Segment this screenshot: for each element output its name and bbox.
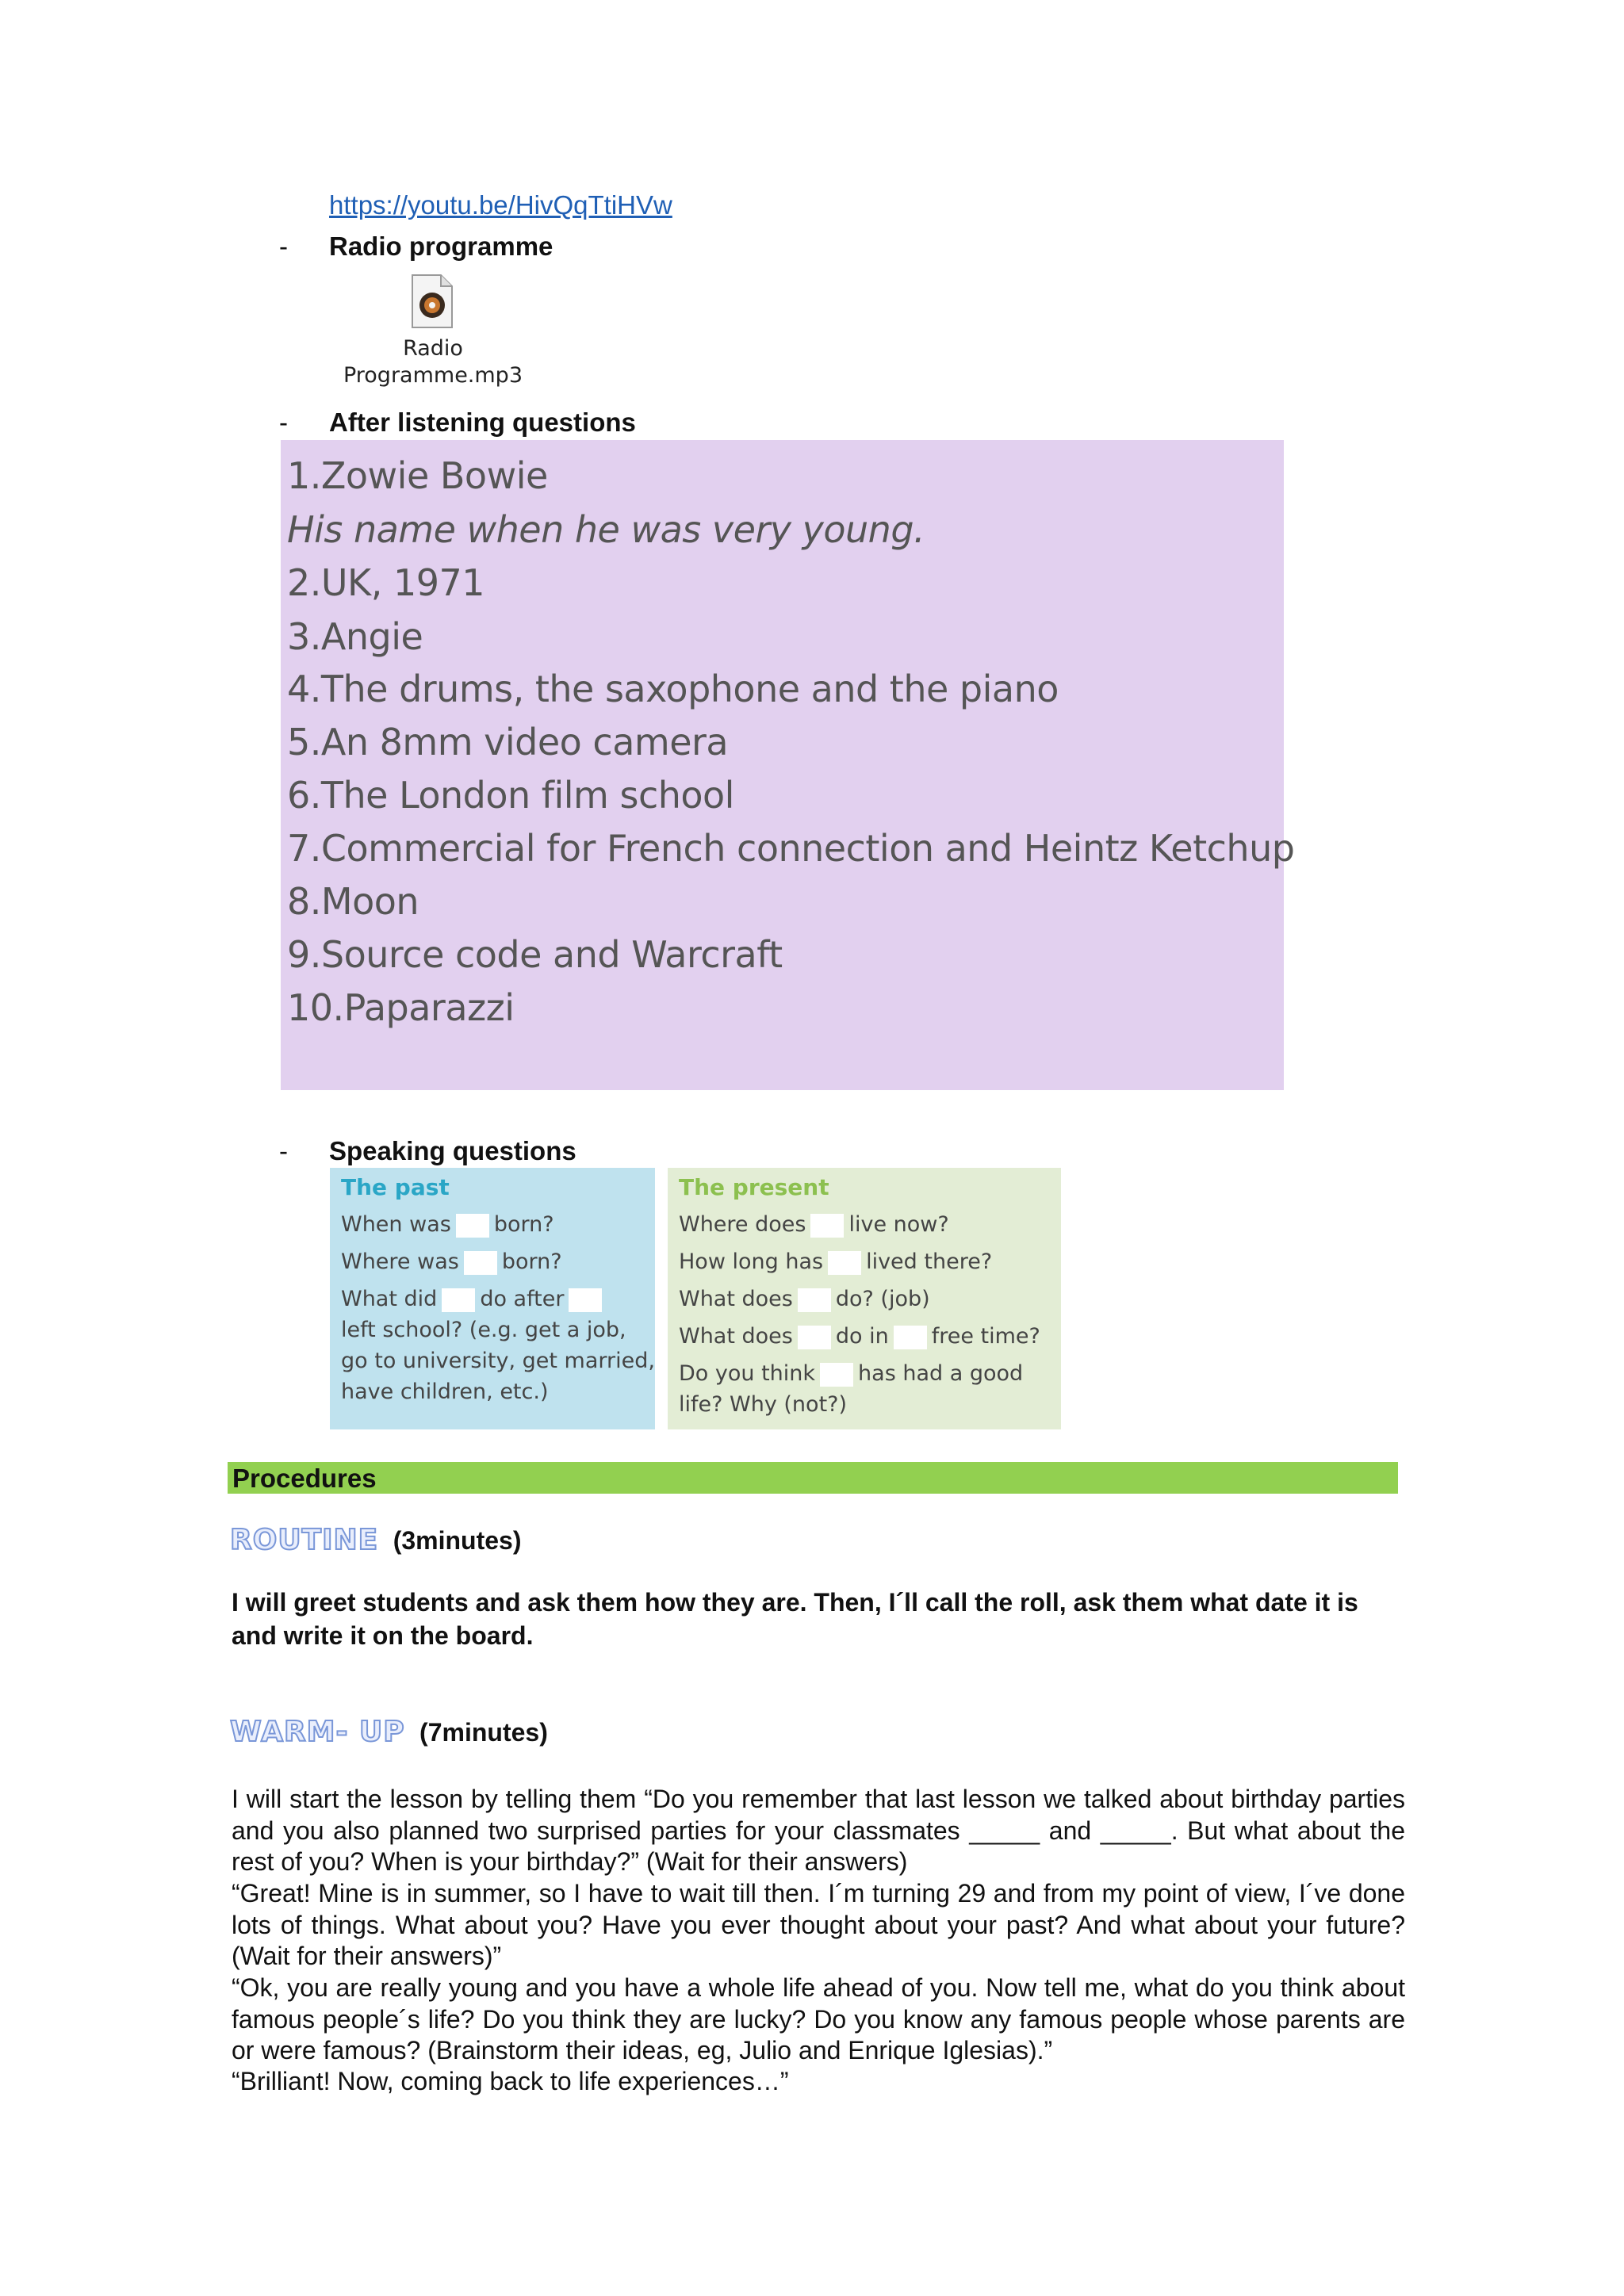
bullet-label: After listening questions [329,408,636,437]
question: What does do? (job) [679,1287,930,1311]
warmup-paragraph: “Brilliant! Now, coming back to life experiences…” [232,2067,789,2095]
blank-box [894,1326,927,1349]
routine-word: ROUTINE [230,1524,379,1556]
card-title: The present [679,1174,829,1200]
answer-line: 4.The drums, the saxophone and the piano [287,668,1059,710]
warmup-paragraph: I will start the lesson by telling them “Do you remember that last lesson we talked about birthday parties and you also planned two surprised parties for your classmates _____ and _____. But what about the rest of you? When is your birthday?” (Wait for their answers) [232,1785,1405,1876]
routine-heading [230,1524,521,1556]
answer-line: 6.The London film school [287,774,734,817]
card-the-past [330,1168,655,1429]
warmup-paragraph: “Great! Mine is in summer, so I have to wait till then. I´m turning 29 and from my point of view, I´ve done lots of things. What about you? Have you ever thought about your past? And what about your future? (Wait for their answers)” [232,1879,1405,1970]
warmup-heading [230,1716,548,1748]
card-title: The past [341,1174,450,1200]
attachment-label-line1: Radio [403,336,463,361]
warmup-paragraph: “Ok, you are really young and you have a whole life ahead of you. Now tell me, what do you think about famous people´s life? Do you think they are lucky? Do you know any famous people whose parents are or were famous? (Brainstorm their ideas, eg, Julio and Enrique Iglesias).” [232,1973,1405,2064]
bullet-dash: - [279,232,288,261]
blank-box [464,1251,497,1275]
question: What did do after [341,1287,607,1312]
question: Where was born? [341,1249,562,1274]
bullet-label: Speaking questions [329,1136,576,1165]
blank-box [828,1251,861,1275]
answer-line: 9.Source code and Warcraft [287,933,783,976]
bullet-label: Radio programme [329,232,553,261]
procedures-heading: Procedures [232,1464,377,1493]
routine-time: (3minutes) [393,1526,522,1555]
question-cont: left school? (e.g. get a job, [341,1318,626,1342]
answer-line: 7.Commercial for French connection and Heintz Ketchup [287,827,1295,870]
card-the-present [668,1168,1061,1429]
answer-line: His name when he was very young. [287,508,925,551]
youtube-link[interactable]: https://youtu.be/HivQqTtiHVw [329,190,672,220]
question: Where does live now? [679,1212,949,1237]
blank-box [442,1288,475,1312]
question-cont: go to university, get married, [341,1349,655,1373]
blank-box [798,1326,831,1349]
answer-line: 5.An 8mm video camera [287,721,729,763]
answer-line: 1.Zowie Bowie [287,454,548,497]
warmup-time: (7minutes) [419,1718,548,1747]
attachment-label[interactable] [341,335,525,389]
procedures-bar [228,1462,1398,1494]
question-cont: have children, etc.) [341,1380,549,1404]
audio-file-icon[interactable] [411,274,454,329]
attachment-label-line2: Programme.mp3 [343,363,523,388]
blank-box [810,1214,844,1238]
question-cont: life? Why (not?) [679,1392,848,1417]
blank-box [569,1288,602,1312]
answer-line: 10.Paparazzi [287,986,515,1029]
answer-line: 3.Angie [287,615,423,658]
routine-text: I will greet students and ask them how they are. Then, I´ll call the roll, ask them what date it is and write it on the board. [232,1588,1358,1650]
question: When was born? [341,1212,554,1237]
question: Do you think has had a good [679,1361,1024,1386]
blank-box [798,1288,831,1312]
question: How long has lived there? [679,1249,993,1274]
blank-box [820,1363,853,1387]
question: What does do in free time? [679,1324,1040,1349]
answer-line: 8.Moon [287,880,419,923]
bullet-dash: - [279,408,288,437]
bullet-dash: - [279,1136,288,1165]
blank-box [456,1214,489,1238]
warmup-word: WARM- UP [230,1716,405,1748]
answers-box [281,440,1295,1090]
answer-line: 2.UK, 1971 [287,561,485,604]
